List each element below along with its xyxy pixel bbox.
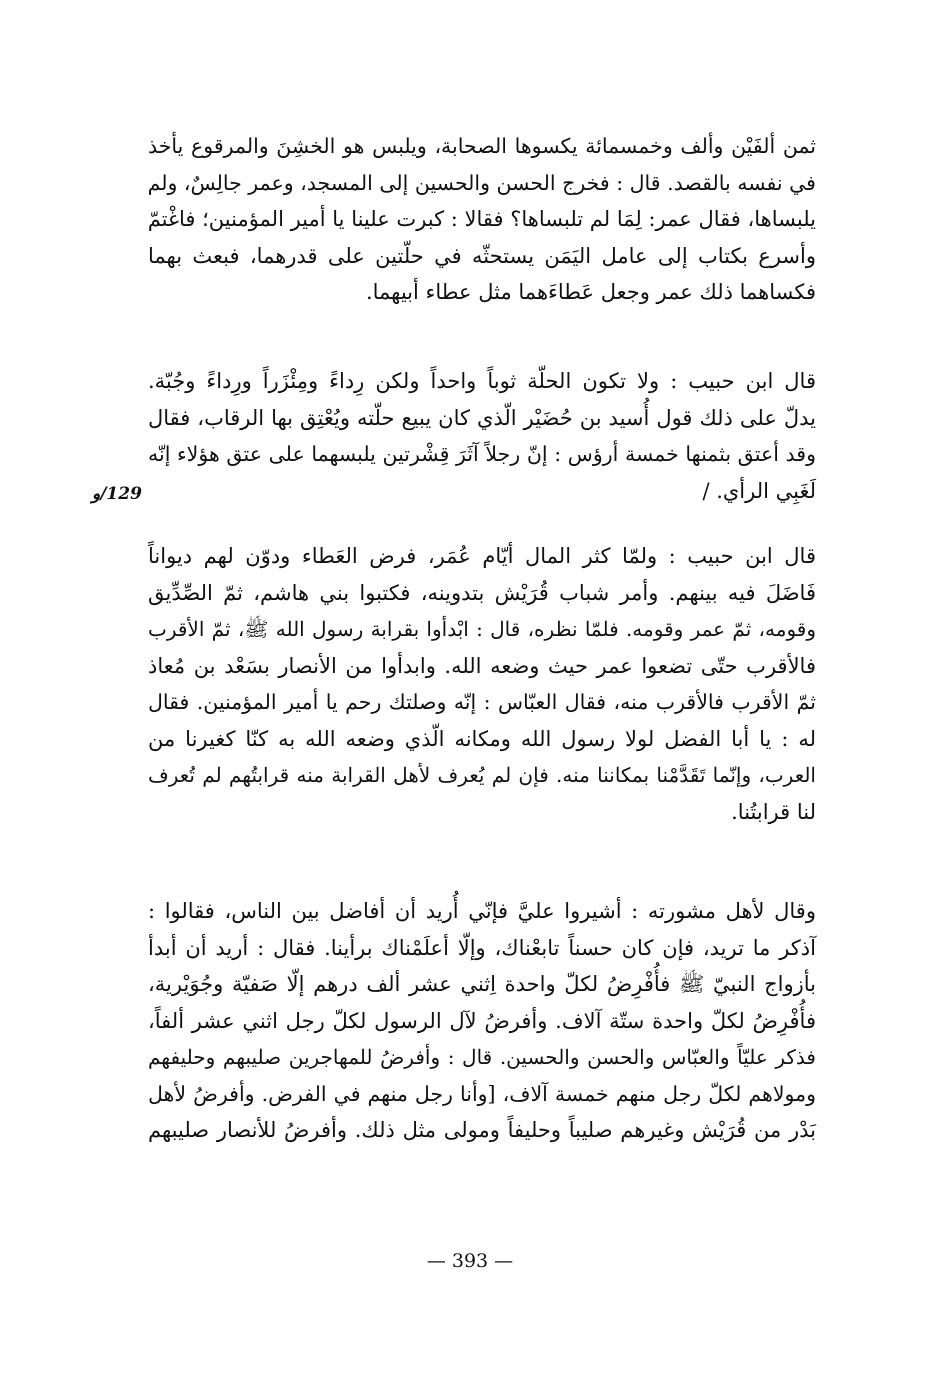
text-line: يدلّ على ذلك قول أُسيد بن حُضَيْر الّذي كان يبيع حلّته ويُعْتِق بها الرقاب، فقال xyxy=(148,405,816,430)
text-line: وقد أعتق بثمنها خمسة أرؤس : إنّ رجلاً آثَرَ قِشْرتين يلبسهما على عتق هؤلاء إنّه xyxy=(148,442,816,466)
text-line: في نفسه بالقصد. قال : فخرج الحسن والحسين إلى المسجد، وعمر جالِسٌ، ولم xyxy=(147,170,816,195)
text-line: لنا قرابتُنا. xyxy=(731,799,816,824)
page-number: — 393 — xyxy=(426,1250,514,1272)
text-line: بَدْر من قُرَيْش وغيرهم صليباً وحليفاً ومولى مثل ذلك. وأفرضُ للأنصار صليبهم xyxy=(148,1118,816,1142)
paragraph-4 xyxy=(148,893,816,1149)
text-line: وقال لأهل مشورته : أشيروا عليَّ فإنّي أُريد أن أفاضل بين الناس، فقالوا : xyxy=(148,899,816,923)
paragraph-2 xyxy=(148,363,816,509)
text-line: قال ابن حبيب : ولمّا كثر المال أيّام عُمَر، فرض العَطاء ودوّن لهم ديواناً xyxy=(148,544,816,568)
text-line: له : يا أبا الفضل لولا رسول الله ومكانه الّذي وضعه الله به كنّا كغيرنا من xyxy=(148,726,816,751)
text-line: العرب، وإنّما تَقَدَّمْنا بمكاننا منه. فإن لم يُعرف لأهل القرابة منه قرابتُهم لم تُعرف xyxy=(148,763,816,787)
text-line: قال ابن حبيب : ولا تكون الحلّة ثوباً واحداً ولكن رِداءً ومِئْزَراً ورِداءً وجُبّة. xyxy=(148,369,816,393)
text-line: فالأقرب حتّى تضعوا عمر حيث وضعه الله. وابدأوا من الأنصار بسَعْد بن مُعاذ xyxy=(148,653,816,678)
text-line: فذكر عليّاً والعبّاس والحسن والحسين. قال : وأفرضُ للمهاجرين صليبهم وحليفهم xyxy=(148,1045,816,1069)
text-line: وقومه، ثمّ عمر وقومه. فلمّا نظره، قال : ابْدأوا بقرابة رسول الله ﷺ، ثمّ الأقرب xyxy=(148,617,816,641)
text-line: لَغَبِي الرأي. / xyxy=(702,478,816,503)
paragraph-3 xyxy=(148,538,816,830)
text-line: آذكر ما تريد، فإن كان حسناً تابعْناك، وإلّا أعلَمْناك برأينا. فقال : أريد أن أبدأ xyxy=(148,935,816,960)
text-line: بأزواج النبيّ ﷺ فأُفْرِضُ لكلّ واحدة اِثني عشر ألف درهم إلّا صَفيّة وجُوَيْرية، xyxy=(148,972,816,996)
text-line: ثمّ الأقرب فالأقرب منه، فقال العبّاس : إنّه وصلتك رحم يا أمير المؤمنين. فقال xyxy=(148,690,816,714)
text-line: يلبساها، فقال عمر: لِمَا لم تلبساها؟ فقالا : كبرت علينا يا أمير المؤمنين؛ فاغْتمّ xyxy=(147,207,816,231)
text-line: فكساهما ذلك عمر وجعل عَطاءَهما مثل عطاء أبيهما. xyxy=(365,280,816,304)
text-line: فأُفْرِضُ لكلّ واحدة ستّة آلاف. وأفرضُ لآل الرسول لكلّ رجل اثني عشر ألفاً، xyxy=(148,1008,816,1033)
text-line: ومولاهم لكلّ رجل منهم خمسة آلاف، [وأنا رجل منهم في الفرض. وأفرضُ لأهل xyxy=(148,1081,816,1106)
text-line: فَاضَلَ فيه بينهم. وأمر شباب قُرَيْش بتدوينه، فكتبوا بني هاشم، ثمّ الصِّدِّيق xyxy=(148,580,816,605)
text-line: وأسرع بكتاب إلى عامل اليَمَن يستحثّه في حلّتين على قدرهما، فبعث بهما xyxy=(148,243,816,268)
folio-margin-note: 129/و xyxy=(92,484,142,504)
paragraph-1 xyxy=(148,128,816,311)
text-line: ثمن ألفَيْن وألف وخمسمائة يكسوها الصحابة، ويلبس هو الخشِنَ والمرقوع يأخذ xyxy=(148,134,816,158)
